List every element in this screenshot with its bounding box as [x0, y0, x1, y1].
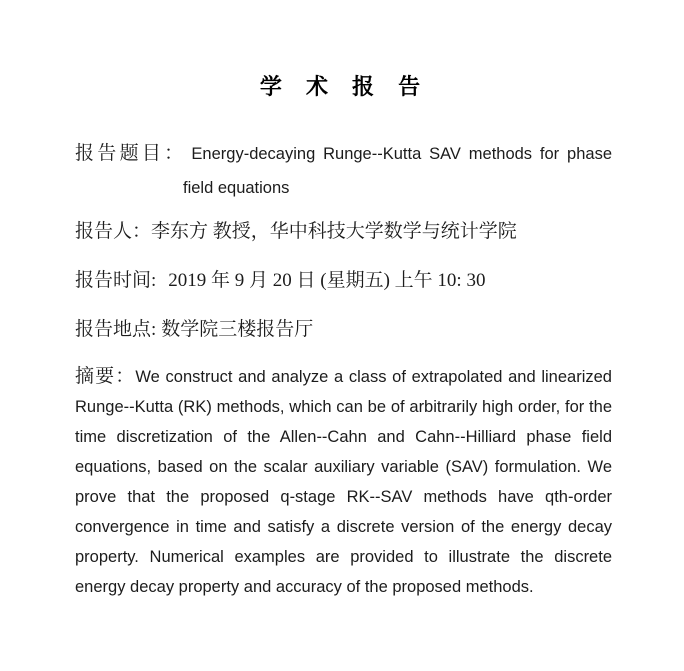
field-location-label: 报告地点: [75, 319, 157, 340]
field-topic-label: 报告题目： [75, 143, 187, 164]
field-location-value: 数学院三楼报告厅 [161, 319, 314, 340]
abstract-label: 摘要： [75, 366, 136, 387]
field-time-value: 2019 年 9 月 20 日 (星期五) 上午 10: 30 [168, 270, 486, 291]
abstract-text: We construct and analyze a class of extrapolated and linearized Runge--Kutta (RK) methods, which can be of arbitrarily high order, for the time discretization of the Allen--Cahn and Cahn--Hilliard phase field equations, based on the scalar auxiliary variable (SAV) formulation. We prove that the proposed q-stage RK--SAV methods have qth-order convergence in time and satisfy a discrete version of the energy decay property. Numerical examples are provided to illustrate the discrete energy decay property and accuracy of the proposed methods. [75, 368, 612, 596]
field-speaker [75, 215, 612, 248]
page-title: 学 术 报 告 [259, 74, 428, 99]
field-time-label: 报告时间: [75, 270, 157, 291]
abstract-paragraph [75, 362, 612, 602]
field-time [75, 264, 612, 297]
field-speaker-value: 李东方 教授，华中科技大学数学与统计学院 [151, 221, 517, 242]
field-speaker-label: 报告人： [75, 221, 152, 242]
field-location [75, 313, 612, 346]
field-topic-value: Energy-decaying Runge--Kutta SAV methods for phase field equations [183, 145, 612, 197]
field-topic [75, 137, 612, 205]
